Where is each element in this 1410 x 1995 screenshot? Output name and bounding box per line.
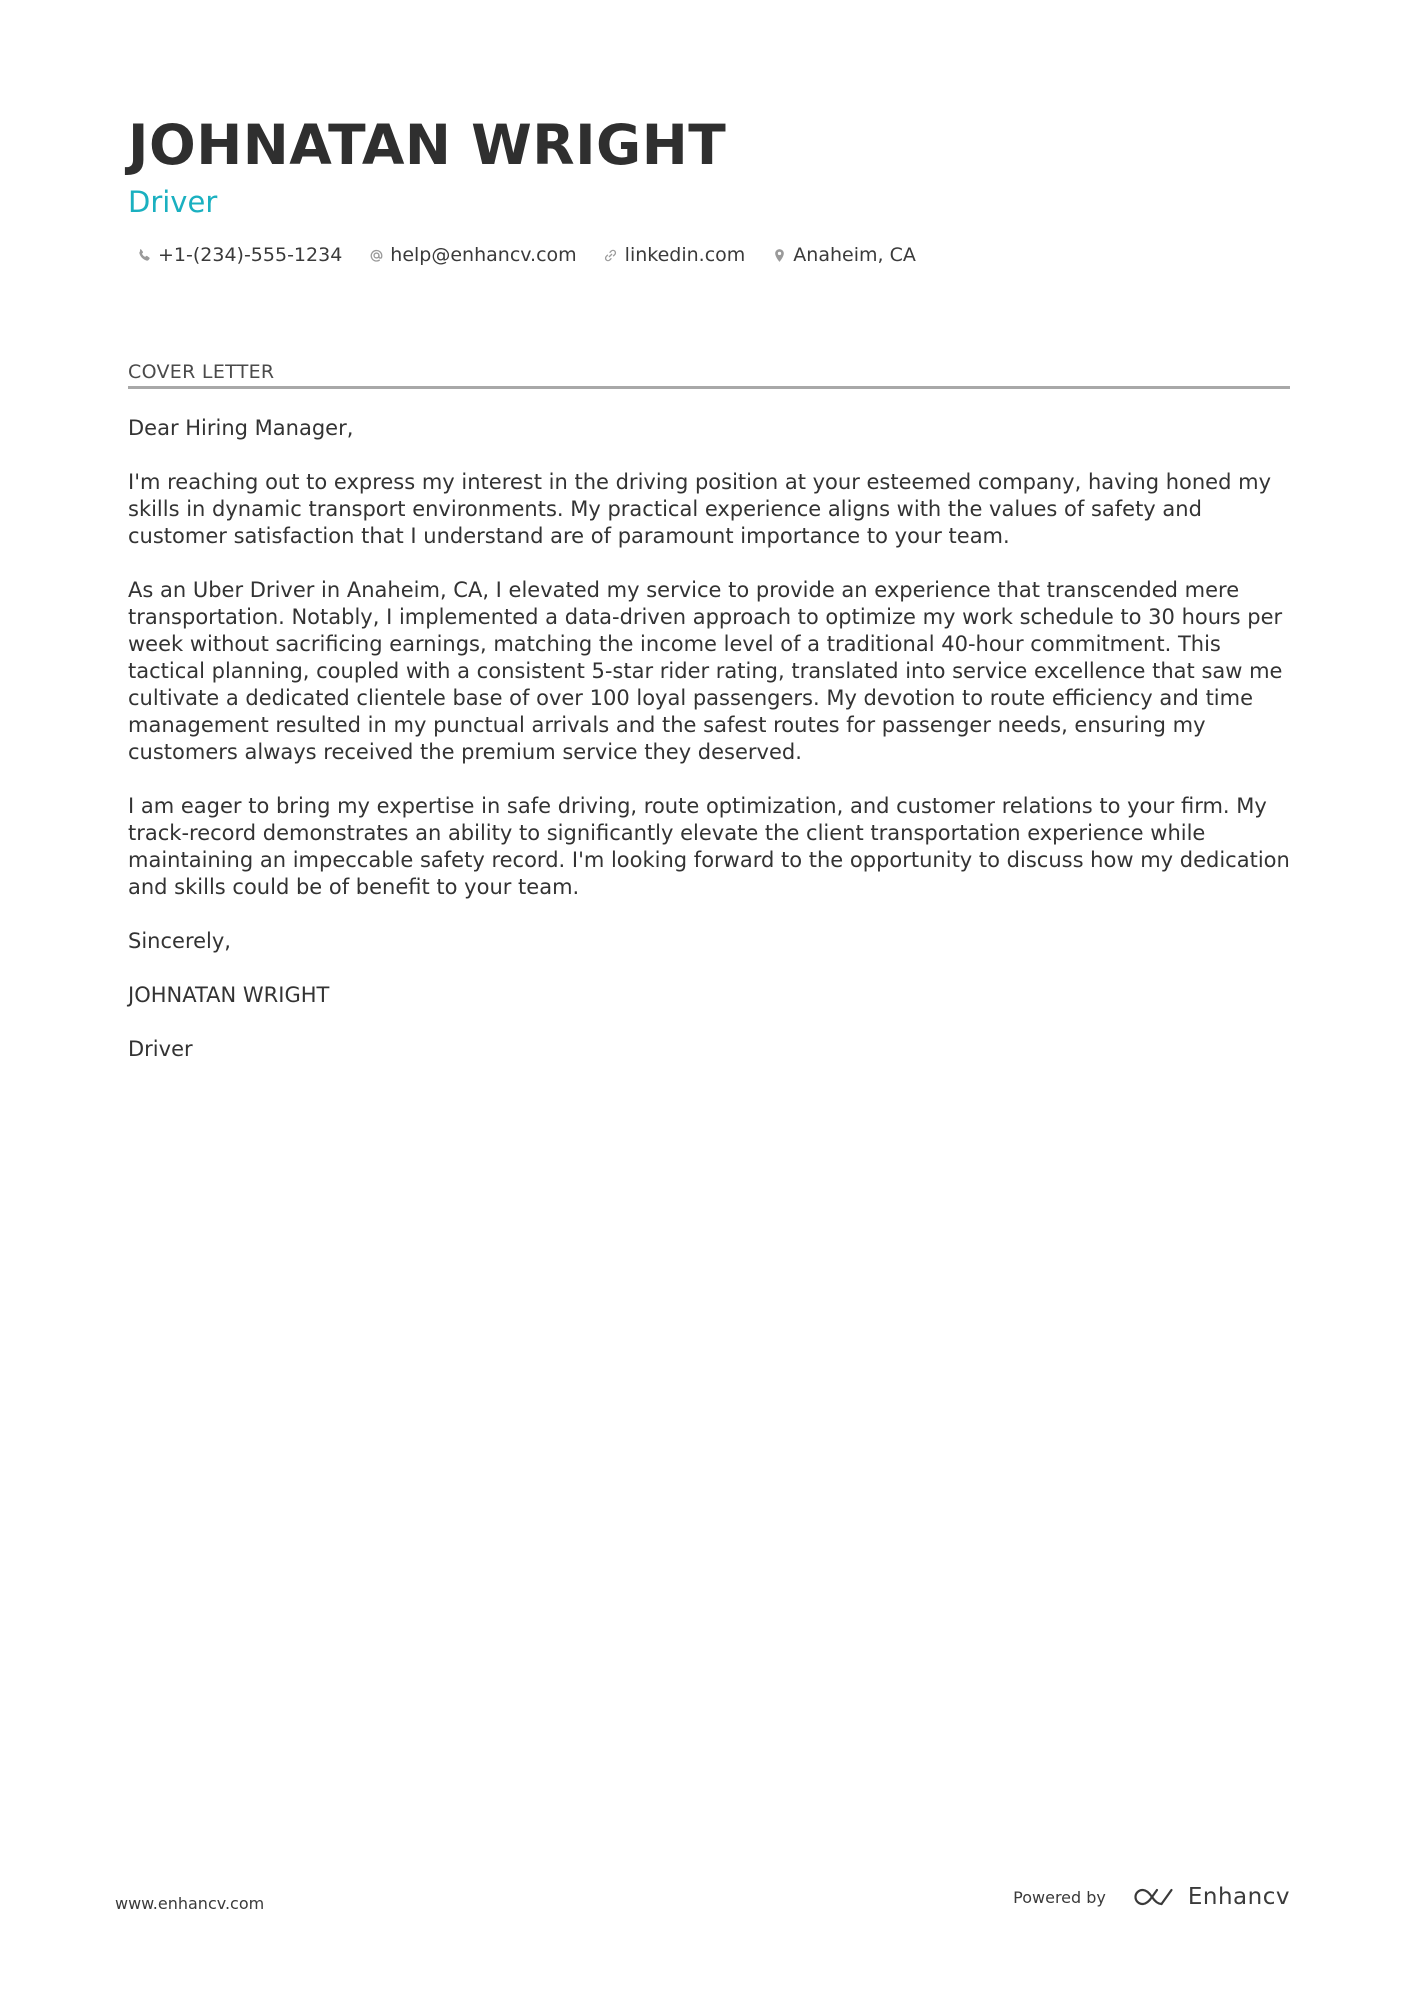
section-title: COVER LETTER — [128, 360, 1290, 389]
signature-name: JOHNATAN WRIGHT — [128, 983, 330, 1007]
contact-email[interactable] — [368, 244, 576, 266]
phone-text: +1-(234)-555-1234 — [158, 244, 343, 266]
letter-greeting: Dear Hiring Manager, — [128, 416, 354, 440]
letter-paragraph: I am eager to bring my expertise in safe driving, route optimization, and customer relations to your firm. My track-record demonstrates an ability to significantly elevate the client transportation experience while maintaining an impeccable safety record. I'm looking forward to the opportunity to discuss how my dedication and skills could be of benefit to your team. — [128, 794, 1290, 899]
brand-name: Enhancv — [1187, 1884, 1290, 1910]
link-icon — [603, 247, 619, 263]
linkedin-text: linkedin.com — [624, 244, 746, 266]
contact-phone[interactable] — [136, 244, 342, 266]
letter-closing: Sincerely, — [128, 929, 231, 953]
contact-linkedin[interactable] — [603, 244, 746, 266]
location-pin-icon — [771, 247, 787, 263]
signature-title: Driver — [128, 1037, 193, 1061]
powered-by-label: Powered by — [1013, 1887, 1106, 1907]
footer-website[interactable]: www.enhancv.com — [115, 1894, 265, 1913]
candidate-name: JOHNATAN WRIGHT — [128, 113, 727, 177]
contact-location — [771, 244, 916, 266]
footer-branding — [1013, 1884, 1290, 1910]
email-text: help@enhancv.com — [390, 244, 577, 266]
at-icon — [368, 247, 384, 263]
candidate-title: Driver — [128, 185, 218, 219]
letter-paragraph: As an Uber Driver in Anaheim, CA, I elevated my service to provide an experience that transcended mere transportation. Notably, I implemented a data-driven approach to optimize my work schedule to 30 hours per week without sacrificing earnings, matching the income level of a traditional 40-hour commitment. This tactical planning, coupled with a consistent 5-star rider rating, translated into service excellence that saw me cultivate a dedicated clientele base of over 100 loyal passengers. My devotion to route efficiency and time management resulted in my punctual arrivals and the safest routes for passenger needs, ensuring my customers always received the premium service they deserved. — [128, 578, 1283, 764]
location-text: Anaheim, CA — [793, 244, 916, 266]
enhancv-logo-icon — [1132, 1885, 1178, 1909]
letter-body — [128, 415, 1290, 1063]
resume-header — [128, 112, 1288, 266]
contact-info-row — [128, 244, 1288, 266]
letter-paragraph: I'm reaching out to express my interest in the driving position at your esteemed company, having honed my skills in dynamic transport environments. My practical experience aligns with the values of safety and customer satisfaction that I understand are of paramount importance to your team. — [128, 470, 1271, 548]
cover-letter-section — [128, 360, 1290, 1090]
phone-icon — [136, 247, 152, 263]
